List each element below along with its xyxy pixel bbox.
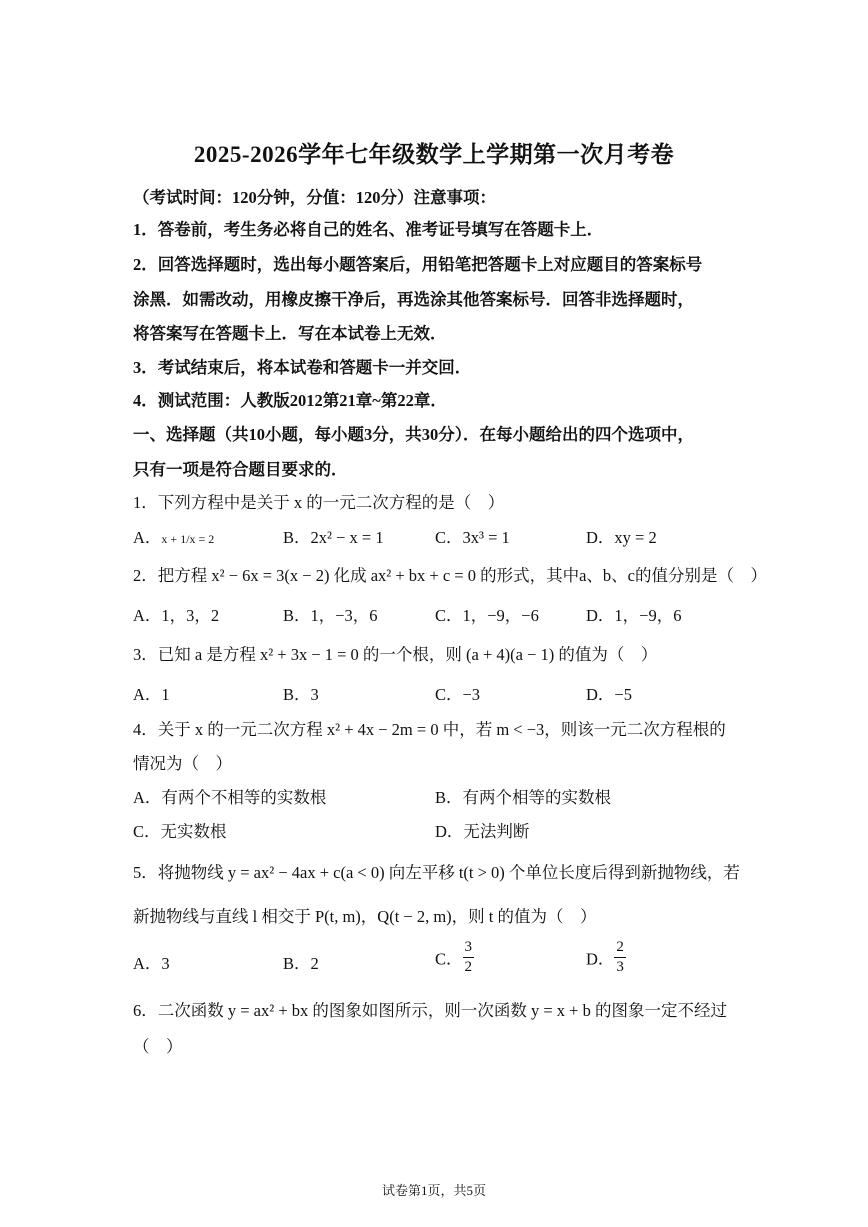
q3-option-d: D．−5 xyxy=(586,685,632,704)
question-5-stem-line1: 5．将抛物线 y = ax² − 4ax + c(a < 0) 向左平移 t(t > 0) 个单位长度后得到新抛物线，若 xyxy=(133,863,740,882)
q2-option-b: B．1，−3，6 xyxy=(283,606,378,625)
note-1: 1．答卷前，考生务必将自己的姓名、准考证号填写在答题卡上． xyxy=(133,220,604,239)
note-2-line2: 涂黑．如需改动，用橡皮擦干净后，再选涂其他答案标号．回答非选择题时， xyxy=(133,290,694,309)
question-4-stem-line2: 情况为（ ） xyxy=(133,754,232,773)
section-heading-line2: 只有一项是符合题目要求的． xyxy=(133,460,348,479)
q5-option-b: B．2 xyxy=(283,954,319,973)
q3-option-c: C．−3 xyxy=(435,685,481,704)
q4-option-c: C．无实数根 xyxy=(133,822,227,841)
q5-option-c xyxy=(435,940,474,975)
question-6-stem-line1: 6．二次函数 y = ax² + bx 的图象如图所示，则一次函数 y = x + b 的图象一定不经过 xyxy=(133,1001,727,1020)
question-1-stem: 1．下列方程中是关于 x 的一元二次方程的是（ ） xyxy=(133,493,505,512)
note-4: 4．测试范围：人教版2012第21章~第22章． xyxy=(133,391,447,410)
question-6-stem-line2: （ ） xyxy=(133,1037,183,1056)
note-2-line1: 2．回答选择题时，选出每小题答案后，用铅笔把答题卡上对应题目的答案标号 xyxy=(133,255,703,274)
question-3-stem: 3．已知 a 是方程 x² + 3x − 1 = 0 的一个根，则 (a + 4)(a − 1) 的值为（ ） xyxy=(133,645,658,664)
q1-option-a xyxy=(133,524,214,548)
q5-option-c-numerator: 3 xyxy=(463,940,475,958)
q2-option-c: C．1，−9，−6 xyxy=(435,606,539,625)
question-4-stem-line1: 4．关于 x 的一元二次方程 x² + 4x − 2m = 0 中，若 m < −3，则该一元二次方程根的 xyxy=(133,720,726,739)
page-title: 2025-2026学年七年级数学上学期第一次月考卷 xyxy=(193,142,675,167)
question-2-stem: 2．把方程 x² − 6x = 3(x − 2) 化成 ax² + bx + c = 0 的形式，其中a、b、c的值分别是（ ） xyxy=(133,566,768,585)
q1-option-c: C．3x³ = 1 xyxy=(435,528,510,547)
note-3: 3．考试结束后，将本试卷和答题卡一并交回． xyxy=(133,358,472,377)
note-2-line3: 将答案写在答题卡上．写在本试卷上无效． xyxy=(133,324,447,343)
q1-option-a-label: A． xyxy=(133,528,162,547)
q3-option-b: B．3 xyxy=(283,685,319,704)
page-footer: 试卷第1页，共5页 xyxy=(381,1183,486,1198)
q5-option-d-fraction xyxy=(614,940,626,975)
q1-option-d: D．xy = 2 xyxy=(586,528,657,547)
q3-option-a: A．1 xyxy=(133,685,170,704)
q5-option-d xyxy=(586,940,626,975)
q4-option-b: B．有两个相等的实数根 xyxy=(435,788,612,807)
section-heading-line1: 一、选择题（共10小题，每小题3分，共30分）．在每小题给出的四个选项中， xyxy=(133,425,694,444)
q4-option-d: D．无法判断 xyxy=(435,822,530,841)
q5-option-d-label: D． xyxy=(586,949,615,969)
q2-option-d: D．1，−9，6 xyxy=(586,606,682,625)
q4-option-a: A．有两个不相等的实数根 xyxy=(133,788,327,807)
exam-info: （考试时间：120分钟，分值：120分）注意事项： xyxy=(133,188,496,207)
q5-option-d-numerator: 2 xyxy=(614,940,626,958)
q2-option-a: A．1，3，2 xyxy=(133,606,220,625)
q5-option-c-fraction xyxy=(463,940,475,975)
q5-option-c-denominator: 2 xyxy=(464,959,473,975)
q5-option-a: A．3 xyxy=(133,954,170,973)
q5-option-d-denominator: 3 xyxy=(616,959,624,975)
q5-option-c-label: C． xyxy=(435,949,463,969)
question-5-stem-line2: 新抛物线与直线 l 相交于 P(t, m)，Q(t − 2, m)，则 t 的值为（ ） xyxy=(133,907,597,926)
q1-option-a-expr: x + 1/x = 2 xyxy=(161,532,215,546)
q1-option-b: B．2x² − x = 1 xyxy=(283,528,384,547)
